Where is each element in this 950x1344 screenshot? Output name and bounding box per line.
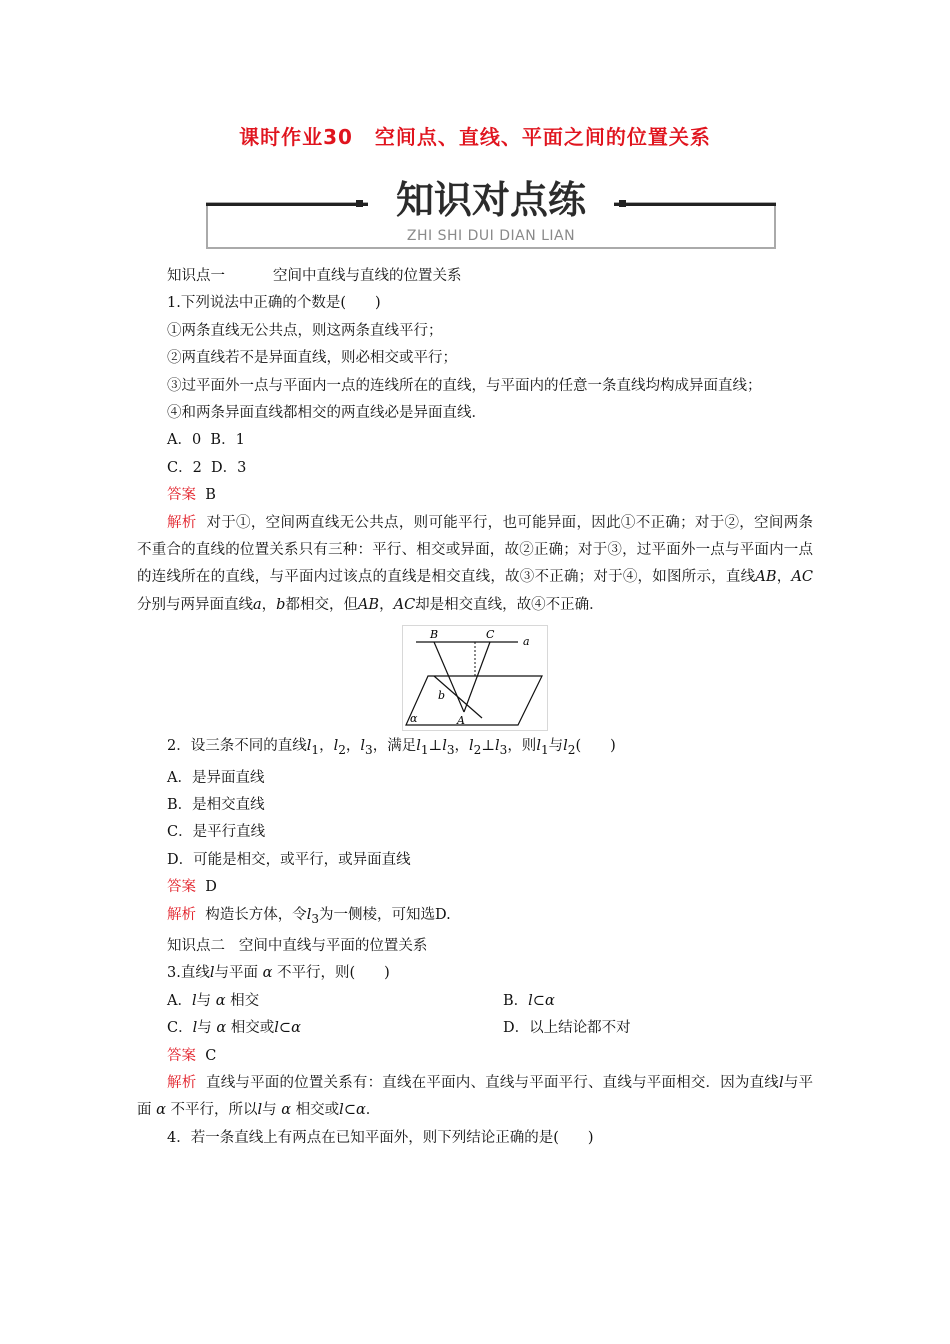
- q3-answer: [137, 1043, 813, 1070]
- section2-topic: 空间中直线与平面的位置关系: [238, 937, 428, 954]
- q2-l-6: l: [469, 738, 474, 755]
- banner-main-text: 知识对点练: [395, 179, 587, 222]
- q3-analysis-label: 解析: [167, 1074, 197, 1091]
- q1-statement-1: ①两条直线无公共点，则这两条直线平行；: [167, 322, 443, 339]
- q3-stem-1: 3.直线: [167, 965, 210, 982]
- banner-sub-text: ZHI SHI DUI DIAN LIAN: [406, 228, 576, 244]
- section1-heading: [137, 263, 813, 290]
- q2-stem: 2．设三条不同的直线$l_1$，$l_2$，$l_3$，满足$l_1\perp l_3$，$l_2\perp l_3$，则$l_1$与$l_2$( ): [167, 738, 616, 758]
- q3-stem-2: 与平面: [214, 965, 258, 982]
- title-part1: 课时作业30: [239, 125, 353, 149]
- q3-opt-c-alpha-2: α: [291, 1020, 301, 1037]
- q2-analysis: 解析 构造长方体，令$l_3$为一侧棱，可知选D.: [167, 906, 451, 926]
- q1-options-row2: [137, 455, 813, 482]
- q1-analysis-text-1: 对于①，空间两直线无公共点，则可能平行，也可能异面，因此①不正确；对于②，空间两条不重合的直线的位置关系只有三种：平行、相交或异面，故②正确；对于③，过平面外一点与平面内一点的连线所在的直线，与平面内过该点的直线是相交直线，故③不正确；对于④，如图所示，直线: [137, 514, 814, 586]
- q3-answer-label: 答案: [167, 1047, 196, 1064]
- q1-comma-3: ，: [379, 596, 394, 613]
- q3-analysis-text-1: 直线与平面的位置关系有：直线在平面内、直线与平面平行、直线与平面相交．因为直线: [206, 1074, 779, 1091]
- q2-analysis-l: l: [306, 906, 312, 923]
- q1-answer: [137, 482, 813, 509]
- q1-stem: 1.下列说法中正确的个数是( ): [167, 295, 381, 312]
- section1-topic: 空间中直线与直线的位置关系: [273, 268, 462, 284]
- q2-stem-5: ( ): [575, 738, 616, 755]
- q1-option-b: B．1: [210, 432, 245, 449]
- q3-opt-c-alpha: α: [216, 1020, 227, 1037]
- q2-l-9: l: [563, 738, 568, 755]
- q2-l-3: l: [360, 738, 366, 755]
- q1-statement-2: ②两直线若不是异面直线，则必相交或平行；: [167, 350, 457, 367]
- q2-l-2: l: [333, 738, 339, 755]
- q1-statement-4: ④和两条异面直线都相交的两直线必是异面直线．: [167, 405, 486, 422]
- q3-opt-a-alpha: α: [215, 992, 226, 1009]
- q1-option-c: C．2: [167, 459, 202, 476]
- q3-analysis-alpha-2: α: [281, 1102, 292, 1119]
- q3-opt-a-l: l: [191, 992, 197, 1009]
- q1-comma: ，: [776, 569, 792, 586]
- q3-option-c: [167, 1015, 503, 1042]
- q3-analysis-text-2: 与平面: [137, 1074, 814, 1119]
- section1-label: 知识点一: [167, 268, 225, 284]
- q3-stem: [137, 960, 813, 987]
- q3-analysis-l-1: l: [779, 1074, 784, 1091]
- q3-analysis-l-2: l: [257, 1102, 263, 1119]
- q1-comma-2: ，: [261, 596, 277, 613]
- q2-l-8: l: [536, 738, 541, 755]
- section2-label: 知识点二: [167, 937, 225, 954]
- q1-math-ab: AB: [755, 569, 777, 586]
- q3-analysis-text-5: 相交或: [295, 1102, 340, 1119]
- fig-label-a-point: A: [457, 714, 465, 728]
- q1-math-a: a: [253, 596, 262, 613]
- q3-opt-c-text-2: 相交或: [230, 1020, 275, 1037]
- q3-analysis-alpha-1: α: [156, 1102, 166, 1119]
- q2-analysis-text-1: 构造长方体，令: [205, 906, 307, 923]
- document-body: [137, 263, 813, 1152]
- q2-answer-label: 答案: [167, 879, 196, 896]
- q2-stem-1: 2．设三条不同的直线: [167, 738, 307, 755]
- q2-analysis-text-2: 为一侧棱，可知选D.: [319, 906, 451, 923]
- q3-stem-3: 不平行，则( ): [277, 965, 390, 982]
- q2-l-5: l: [442, 738, 447, 755]
- fig-label-b-point: B: [430, 628, 439, 642]
- q3-opt-a-text-1: 与: [196, 992, 212, 1009]
- q1-statement-3: ③过平面外一点与平面内一点的连线所在的直线，与平面内的任意一条直线均构成异面直线；: [167, 377, 762, 394]
- q3-analysis-alpha-3: α: [355, 1102, 366, 1119]
- q1-option-a: A．0: [167, 432, 202, 449]
- q1-math-ac-2: AC: [393, 596, 416, 613]
- q3-l-1: l: [209, 965, 215, 982]
- q2-answer: [137, 874, 813, 901]
- q3-options-row1: [137, 988, 813, 1015]
- fig-label-c-point: C: [486, 628, 495, 642]
- q1-analysis-text-3: 都相交，但: [285, 596, 358, 613]
- q2-stem-2: ，满足: [372, 738, 417, 755]
- q1-math-ab-2: AB: [357, 596, 380, 613]
- q2-option-b: B．是相交直线: [167, 796, 265, 813]
- q2-option-c: C．是平行直线: [167, 824, 266, 841]
- q1-options-row1: [137, 427, 813, 454]
- q3-opt-c-letter: C．: [167, 1020, 193, 1037]
- q1-analysis: [137, 510, 813, 620]
- q3-opt-b-subset: ⊂: [532, 992, 545, 1009]
- q2-l-1: l: [306, 738, 312, 755]
- q1-analysis-text-2: 分别与两异面直线: [137, 596, 253, 613]
- q3-analysis-text-4: 与: [262, 1102, 277, 1119]
- q1-analysis-label: 解析: [167, 514, 197, 531]
- q3-opt-b-letter: B．: [503, 992, 529, 1009]
- fig-label-alpha: α: [410, 712, 418, 726]
- q2-stem-3: ，则: [507, 738, 537, 755]
- q2-option-d: D．可能是相交，或平行，或异面直线: [167, 851, 411, 868]
- q3-analysis-subset: ⊂: [343, 1102, 356, 1119]
- q1-answer-label: 答案: [167, 487, 196, 504]
- section-banner: [206, 179, 776, 249]
- q2-stem-4: 与: [548, 738, 564, 755]
- q3-analysis-text-6: ．: [365, 1102, 381, 1119]
- q3-opt-b-l: l: [528, 992, 533, 1009]
- q3-answer-value: C: [205, 1047, 217, 1064]
- q3-options-row2: [137, 1015, 813, 1042]
- q3-opt-c-text-1: 与: [197, 1020, 212, 1037]
- fig-label-a-line: a: [523, 635, 530, 649]
- q3-option-d: D．以上结论都不对: [503, 1020, 631, 1037]
- page-title: [0, 121, 950, 150]
- q2-answer-value: D: [205, 879, 217, 896]
- q1-option-d: D．3: [211, 459, 247, 476]
- q3-option-b: [503, 988, 555, 1015]
- q3-analysis-text-3: 不平行，所以: [170, 1102, 258, 1119]
- q1-math-ac: AC: [791, 569, 814, 586]
- q3-opt-a-text-2: 相交: [230, 992, 260, 1009]
- q3-opt-a-letter: A．: [167, 992, 192, 1009]
- q3-opt-c-l-2: l: [274, 1020, 279, 1037]
- fig-label-b-line: b: [438, 689, 446, 703]
- q3-opt-b-alpha: α: [544, 992, 555, 1009]
- q3-opt-c-subset: ⊂: [278, 1020, 292, 1037]
- q4-stem: 4．若一条直线上有两点在已知平面外，则下列结论正确的是( ): [167, 1129, 594, 1146]
- section2-heading: [137, 933, 813, 960]
- q2-analysis-label: 解析: [167, 906, 196, 923]
- geometry-figure: [402, 625, 548, 731]
- title-part2: 空间点、直线、平面之间的位置关系: [374, 125, 711, 149]
- q2-option-a: A．是异面直线: [167, 769, 265, 786]
- q1-answer-value: B: [205, 487, 216, 504]
- q1-math-b: b: [276, 596, 286, 613]
- q2-l-7: l: [494, 738, 500, 755]
- q3-option-a: [167, 988, 503, 1015]
- q3-analysis: [137, 1070, 813, 1125]
- q2-l-4: l: [416, 738, 421, 755]
- q3-analysis-l-3: l: [339, 1102, 344, 1119]
- q3-alpha-1: α: [262, 965, 273, 982]
- q1-analysis-text-4: 却是相交直线，故④不正确．: [415, 596, 604, 613]
- q3-opt-c-l: l: [192, 1020, 198, 1037]
